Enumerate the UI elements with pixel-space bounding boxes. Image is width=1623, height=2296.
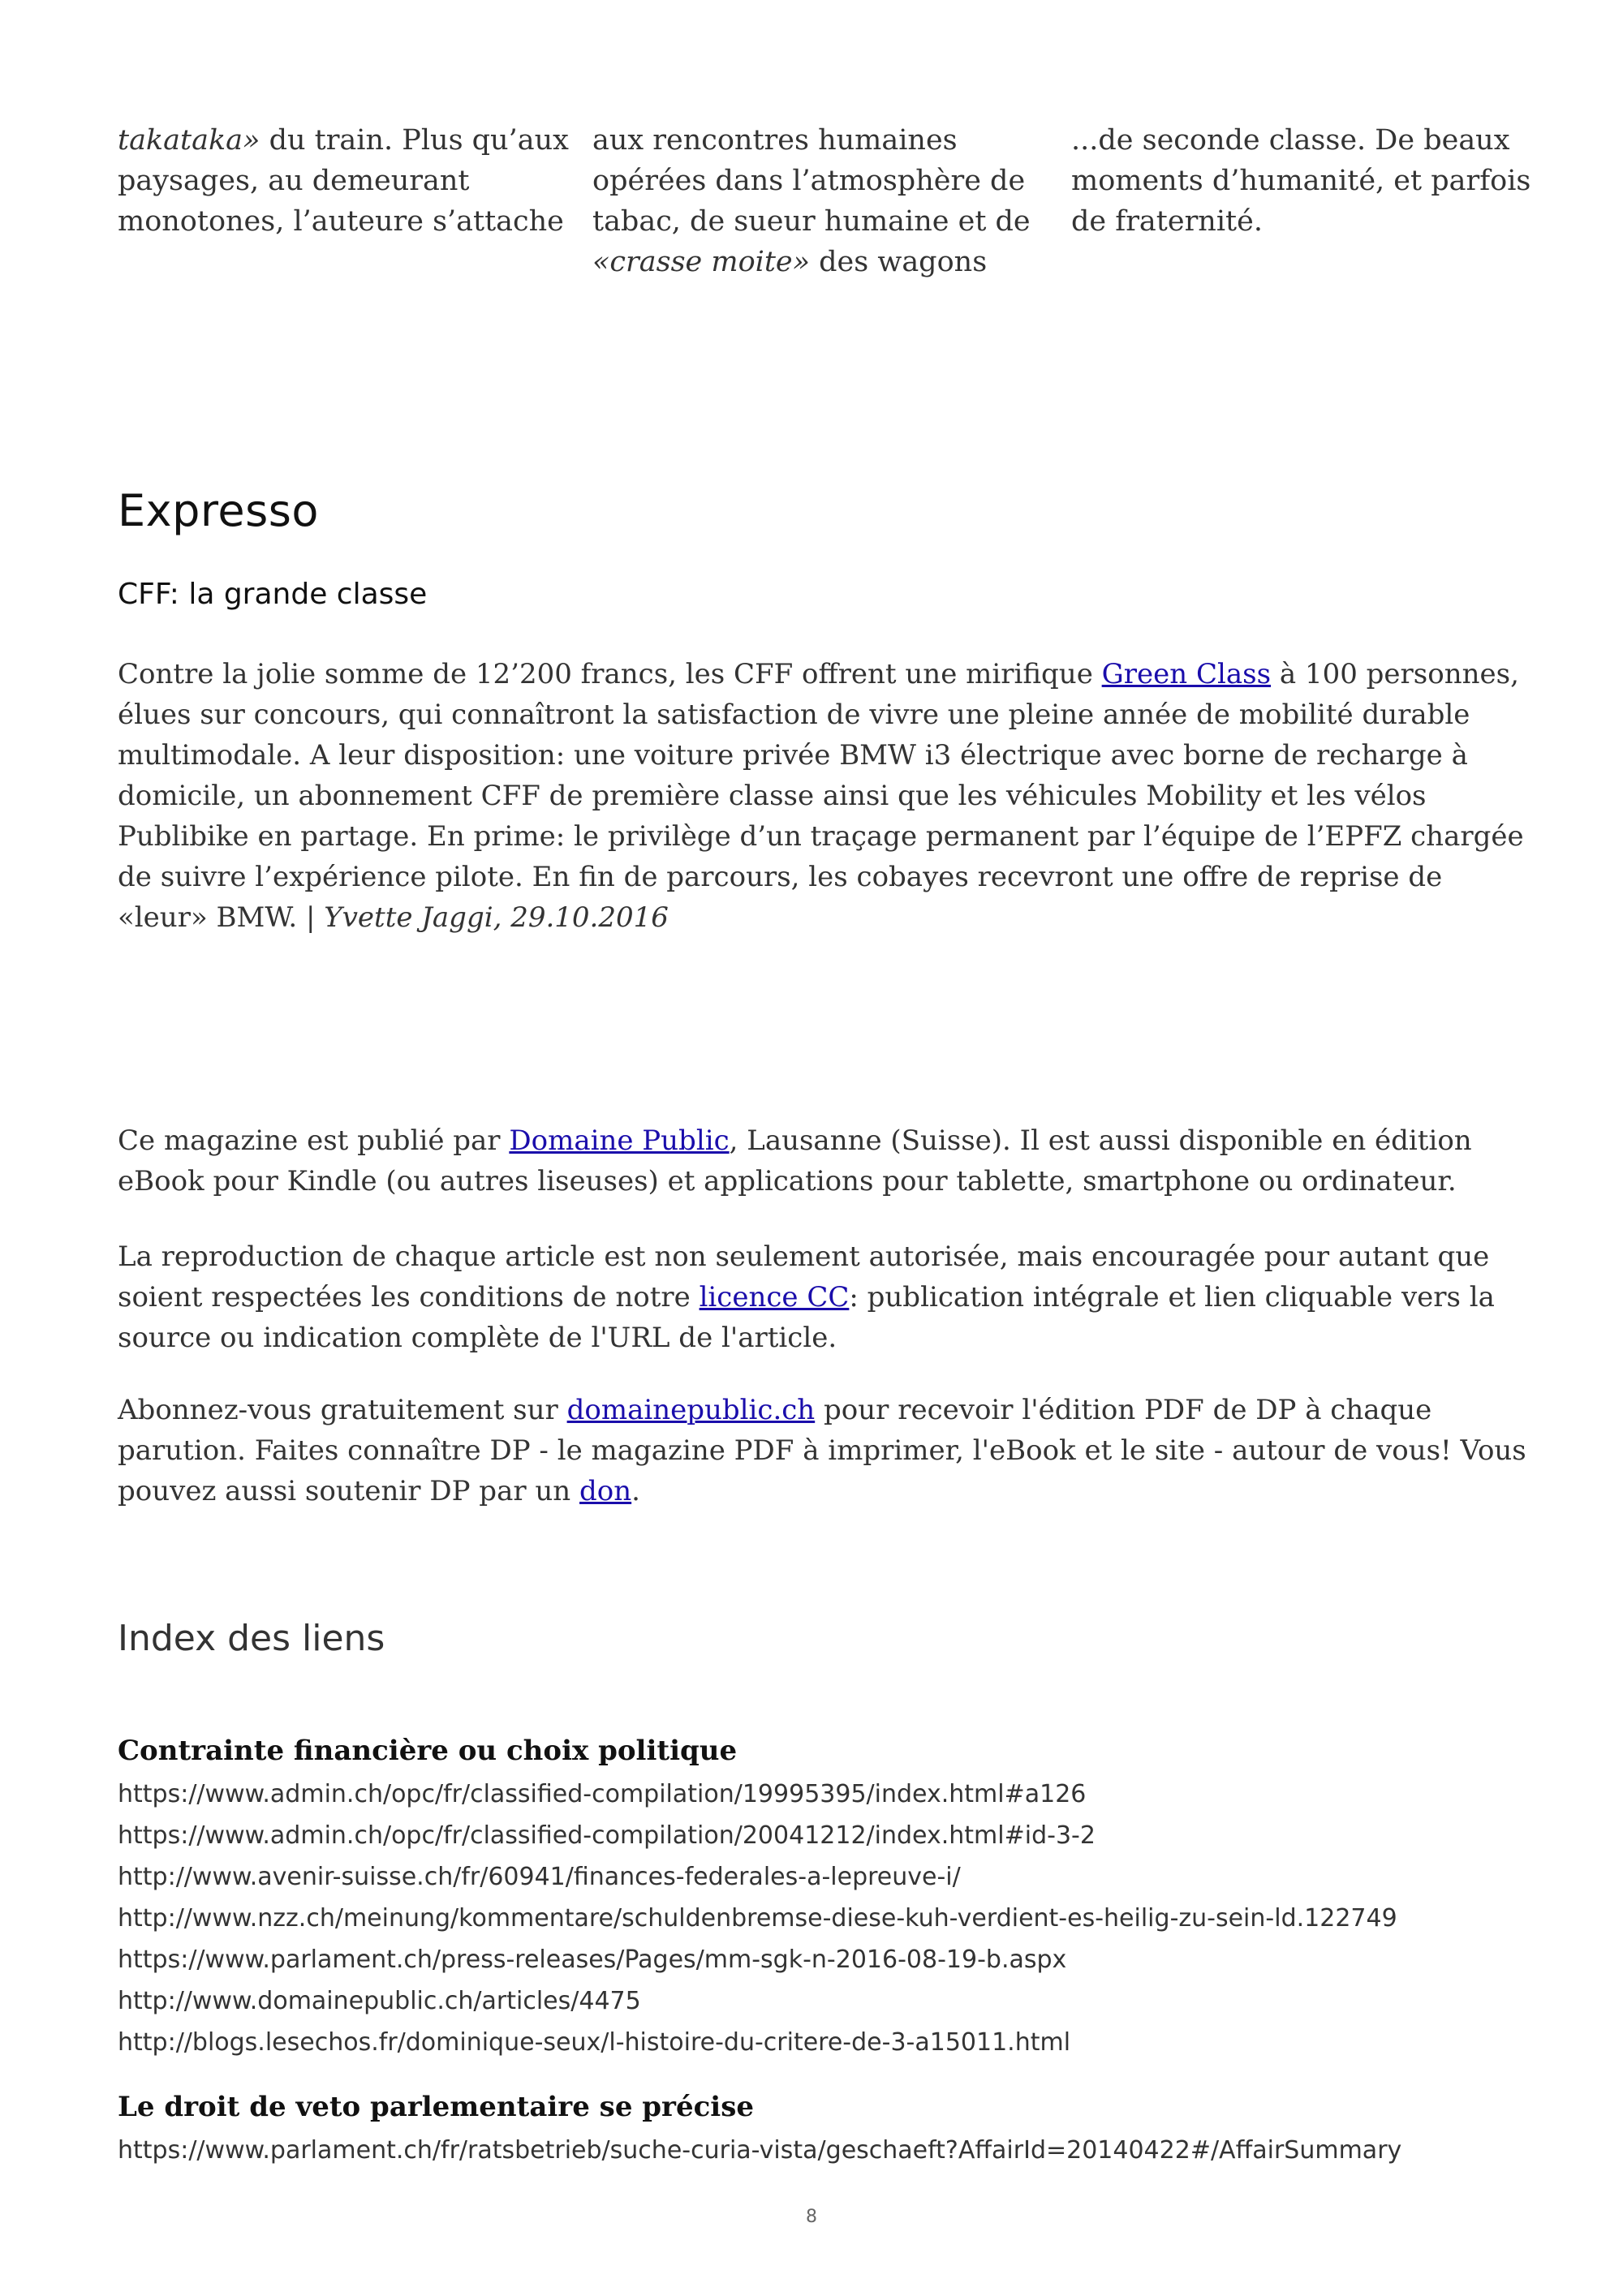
- article-continuation-columns: [118, 120, 1531, 290]
- index-url[interactable]: https://www.admin.ch/opc/fr/classified-compilation/19995395/index.html#a126: [118, 1780, 1087, 1808]
- paragraph-line: [118, 1390, 1513, 1430]
- column-1: [118, 120, 569, 242]
- emphasis-text: takataka»: [118, 124, 260, 157]
- section-heading-expresso: Expresso: [118, 485, 319, 536]
- domaine-public-link[interactable]: Domaine Public: [509, 1124, 730, 1157]
- column-2: [592, 120, 1031, 282]
- column-1-line-1: [118, 120, 569, 161]
- text-span: «leur» BMW. |: [118, 901, 325, 934]
- author-date: Yvette Jaggi, 29.10.2016: [324, 901, 669, 934]
- reproduction-paragraph: [118, 1236, 1513, 1358]
- licence-cc-link[interactable]: licence CC: [699, 1281, 850, 1314]
- article-title-cff: CFF: la grande classe: [118, 578, 428, 611]
- column-3-line-3: de fraternité.: [1071, 205, 1263, 238]
- text-span: Ce magazine est publié par: [118, 1124, 510, 1157]
- column-2-line-3: tabac, de sueur humaine et de: [592, 205, 1031, 238]
- column-3-line-2: moments d’humanité, et parfois: [1071, 165, 1531, 197]
- expresso-article-body: [118, 654, 1524, 938]
- index-url[interactable]: https://www.parlament.ch/fr/ratsbetrieb/suche-curia-vista/geschaeft?AffairId=20140422#/AffairSummary: [118, 2136, 1402, 2165]
- paragraph-line: [118, 897, 1513, 938]
- index-url[interactable]: https://www.admin.ch/opc/fr/classified-compilation/20041212/index.html#id-3-2: [118, 1821, 1096, 1850]
- paragraph-line: [118, 1471, 1513, 1511]
- column-2-line-4: [592, 242, 1022, 282]
- text-span: à 100 personnes,: [1271, 658, 1519, 690]
- green-class-link[interactable]: Green Class: [1101, 658, 1272, 690]
- paragraph-line: Publibike en partage. En prime: le privilège d’un traçage permanent par l’équipe de l’EPFZ chargée: [118, 820, 1524, 853]
- paragraph-line: parution. Faites connaître DP - le magazine PDF à imprimer, l'eBook et le site - autour de vous! Vous: [118, 1434, 1526, 1467]
- index-link-list: [118, 2130, 1401, 2171]
- column-1-line-3: monotones, l’auteure s’attache: [118, 205, 564, 238]
- paragraph-line: eBook pour Kindle (ou autres liseuses) et applications pour tablette, smartphone ou ordinateur.: [118, 1165, 1457, 1197]
- text-span: des wagons: [810, 246, 988, 278]
- publication-info-paragraph: [118, 1120, 1513, 1202]
- index-section-title: Contrainte financière ou choix politique: [118, 1735, 738, 1767]
- index-link-list: [118, 1774, 1397, 2063]
- column-1-line-2: paysages, au demeurant: [118, 165, 470, 197]
- subscription-paragraph: [118, 1390, 1526, 1511]
- paragraph-line: multimodale. A leur disposition: une voiture privée BMW i3 électrique avec borne de recharge à: [118, 739, 1468, 772]
- index-url[interactable]: http://blogs.lesechos.fr/dominique-seux/l-histoire-du-critere-de-3-a15011.html: [118, 2028, 1071, 2057]
- column-2-line-2: opérées dans l’atmosphère de: [592, 165, 1026, 197]
- paragraph-line: de suivre l’expérience pilote. En fin de parcours, les cobayes recevront une offre de reprise de: [118, 861, 1443, 893]
- emphasis-text: «crasse moite»: [592, 246, 811, 278]
- column-3: [1071, 120, 1531, 242]
- text-span: pour recevoir l'édition PDF de DP à chaque: [815, 1394, 1432, 1426]
- text-span: Contre la jolie somme de 12’200 francs, les CFF offrent une mirifique: [118, 658, 1102, 690]
- paragraph-line: La reproduction de chaque article est non seulement autorisée, mais encouragée pour autant que: [118, 1240, 1490, 1273]
- text-span: Abonnez-vous gratuitement sur: [118, 1394, 567, 1426]
- paragraph-line: [118, 1120, 1513, 1161]
- text-span: soient respectées les conditions de notre: [118, 1281, 700, 1314]
- paragraph-line: domicile, un abonnement CFF de première classe ainsi que les véhicules Mobility et les vélos: [118, 780, 1427, 812]
- index-url[interactable]: https://www.parlament.ch/press-releases/Pages/mm-sgk-n-2016-08-19-b.aspx: [118, 1946, 1067, 1974]
- index-section-title: Le droit de veto parlementaire se précise: [118, 2091, 754, 2123]
- donation-link[interactable]: don: [579, 1475, 632, 1507]
- text-span: .: [631, 1475, 640, 1507]
- column-2-line-1: aux rencontres humaines: [592, 124, 958, 157]
- index-url[interactable]: http://www.domainepublic.ch/articles/4475: [118, 1987, 641, 2015]
- paragraph-line: source ou indication complète de l'URL de l'article.: [118, 1322, 837, 1354]
- domainepublic-site-link[interactable]: domainepublic.ch: [566, 1394, 816, 1426]
- paragraph-line: [118, 654, 1519, 694]
- index-url[interactable]: http://www.nzz.ch/meinung/kommentare/schuldenbremse-diese-kuh-verdient-es-heilig-zu-sein-ld.122749: [118, 1904, 1397, 1933]
- text-span: pouvez aussi soutenir DP par un: [118, 1475, 580, 1507]
- links-index-title: Index des liens: [118, 1618, 385, 1659]
- index-url[interactable]: http://www.avenir-suisse.ch/fr/60941/finances-federales-a-lepreuve-i/: [118, 1863, 961, 1891]
- text-span: , Lausanne (Suisse). Il est aussi disponible en édition: [729, 1124, 1472, 1157]
- text-span: du train. Plus qu’aux: [260, 124, 569, 157]
- page-number: 8: [806, 2207, 817, 2227]
- column-3-line-1: ...de seconde classe. De beaux: [1071, 124, 1510, 157]
- text-span: : publication intégrale et lien cliquable vers la: [849, 1281, 1495, 1314]
- paragraph-line: élues sur concours, qui connaîtront la satisfaction de vivre une pleine année de mobilité durable: [118, 699, 1470, 731]
- paragraph-line: [118, 1277, 1513, 1318]
